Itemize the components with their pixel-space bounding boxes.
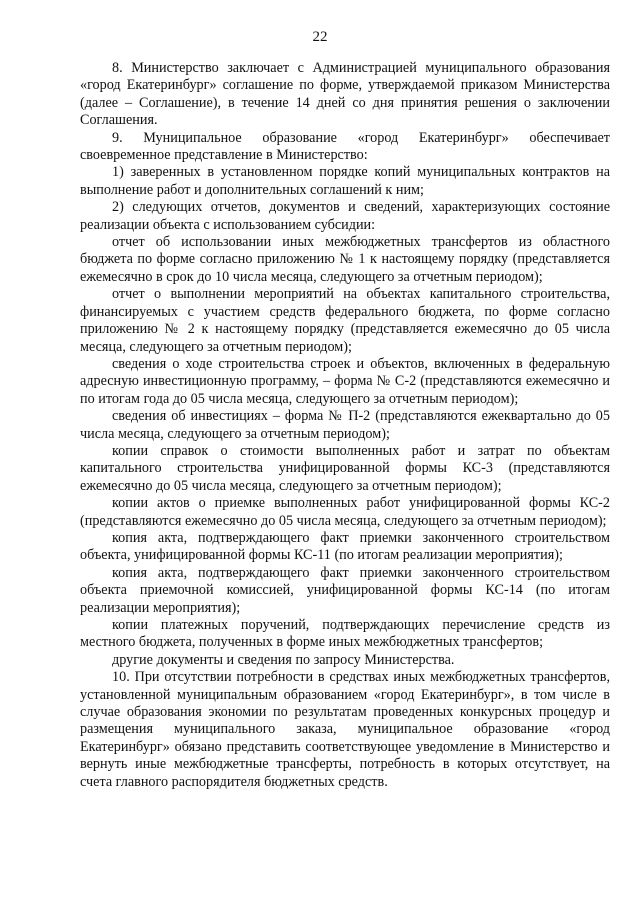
paragraph-10-unused-funds: 10. При отсутствии потребности в средствах иных межбюджетных трансфертов, установленной муниципальным образованием «город Екатеринбург», в том числе в случае образования экономии по результатам проведенных конкурсных процедур и размещения муниципального заказа, муниципальное образование «город Екатеринбург» обязано представить соответствующее уведомление в Министерство и вернуть иные межбюджетные трансферты, потребность в которых отсутствует, на счета главного распорядителя бюджетных средств. bbox=[80, 669, 610, 790]
report-ks11-copy: копия акта, подтверждающего факт приемки законченного строительством объекта, унифицированной формы КС-11 (по итогам реализации мероприятия); bbox=[80, 529, 610, 564]
report-other-documents: другие документы и сведения по запросу Министерства. bbox=[112, 651, 455, 668]
report-ks2-copies: копии актов о приемке выполненных работ унифицированной формы КС-2 (представляются ежемесячно до 05 числа месяца, следующего за отчетным периодом); bbox=[80, 495, 610, 529]
report-transfers-usage: отчет об использовании иных межбюджетных трансфертов из областного бюджета по форме согласно приложению № 1 к настоящему порядку (представляется ежемесячно в срок до 10 числа месяца, следующего за отчетным периодом); bbox=[80, 234, 610, 285]
item-2-reports-intro: 2) следующих отчетов, документов и сведений, характеризующих состояние реализации объекта с использованием субсидии: bbox=[80, 199, 610, 233]
report-ks14-copy: копия акта, подтверждающего факт приемки законченного строительством объекта приемочной комиссией, унифицированной формы КС-14 (по итогам реализации мероприятия); bbox=[80, 564, 610, 616]
item-1-contract-copies: 1) заверенных в установленном порядке копий муниципальных контрактов на выполнение работ и дополнительных соглашений к ним; bbox=[80, 164, 610, 198]
report-ks3-copies: копии справок о стоимости выполненных работ и затрат по объектам капитального строительства унифицированной формы КС-3 (представляются ежемесячно до 05 числа месяца, следующего за отчетным периодом); bbox=[80, 442, 610, 494]
report-form-c2: сведения о ходе строительства строек и объектов, включенных в федеральную адресную инвестиционную программу, – форма № С-2 (представляются ежемесячно и по итогам года до 05 числа месяца, следующего за отчетным периодом); bbox=[80, 355, 610, 407]
paragraph-8-agreement: 8. Министерство заключает с Администрацией муниципального образования «город Екатеринбург» соглашение по форме, утверждаемой приказом Министерства (далее – Соглашение), в течение 14 дней со дня принятия решения о заключении Соглашения. bbox=[80, 60, 610, 129]
page-number: 22 bbox=[312, 29, 328, 45]
document-body bbox=[80, 60, 610, 791]
report-payment-orders: копии платежных поручений, подтверждающих перечисление средств из местного бюджета, полученных в форме иных межбюджетных трансфертов; bbox=[80, 617, 610, 651]
report-federal-budget-objects: отчет о выполнении мероприятий на объектах капитального строительства, финансируемых с участием средств федерального бюджета, по форме согласно приложению № 2 к настоящему порядку (представляется ежемесячно до 05 числа месяца, следующего за отчетным периодом); bbox=[80, 286, 610, 355]
report-form-p2: сведения об инвестициях – форма № П-2 (представляются ежеквартально до 05 числа месяца, следующего за отчетным периодом); bbox=[80, 408, 610, 442]
paragraph-9-reporting-intro: 9. Муниципальное образование «город Екатеринбург» обеспечивает своевременное представление в Министерство: bbox=[80, 129, 610, 164]
